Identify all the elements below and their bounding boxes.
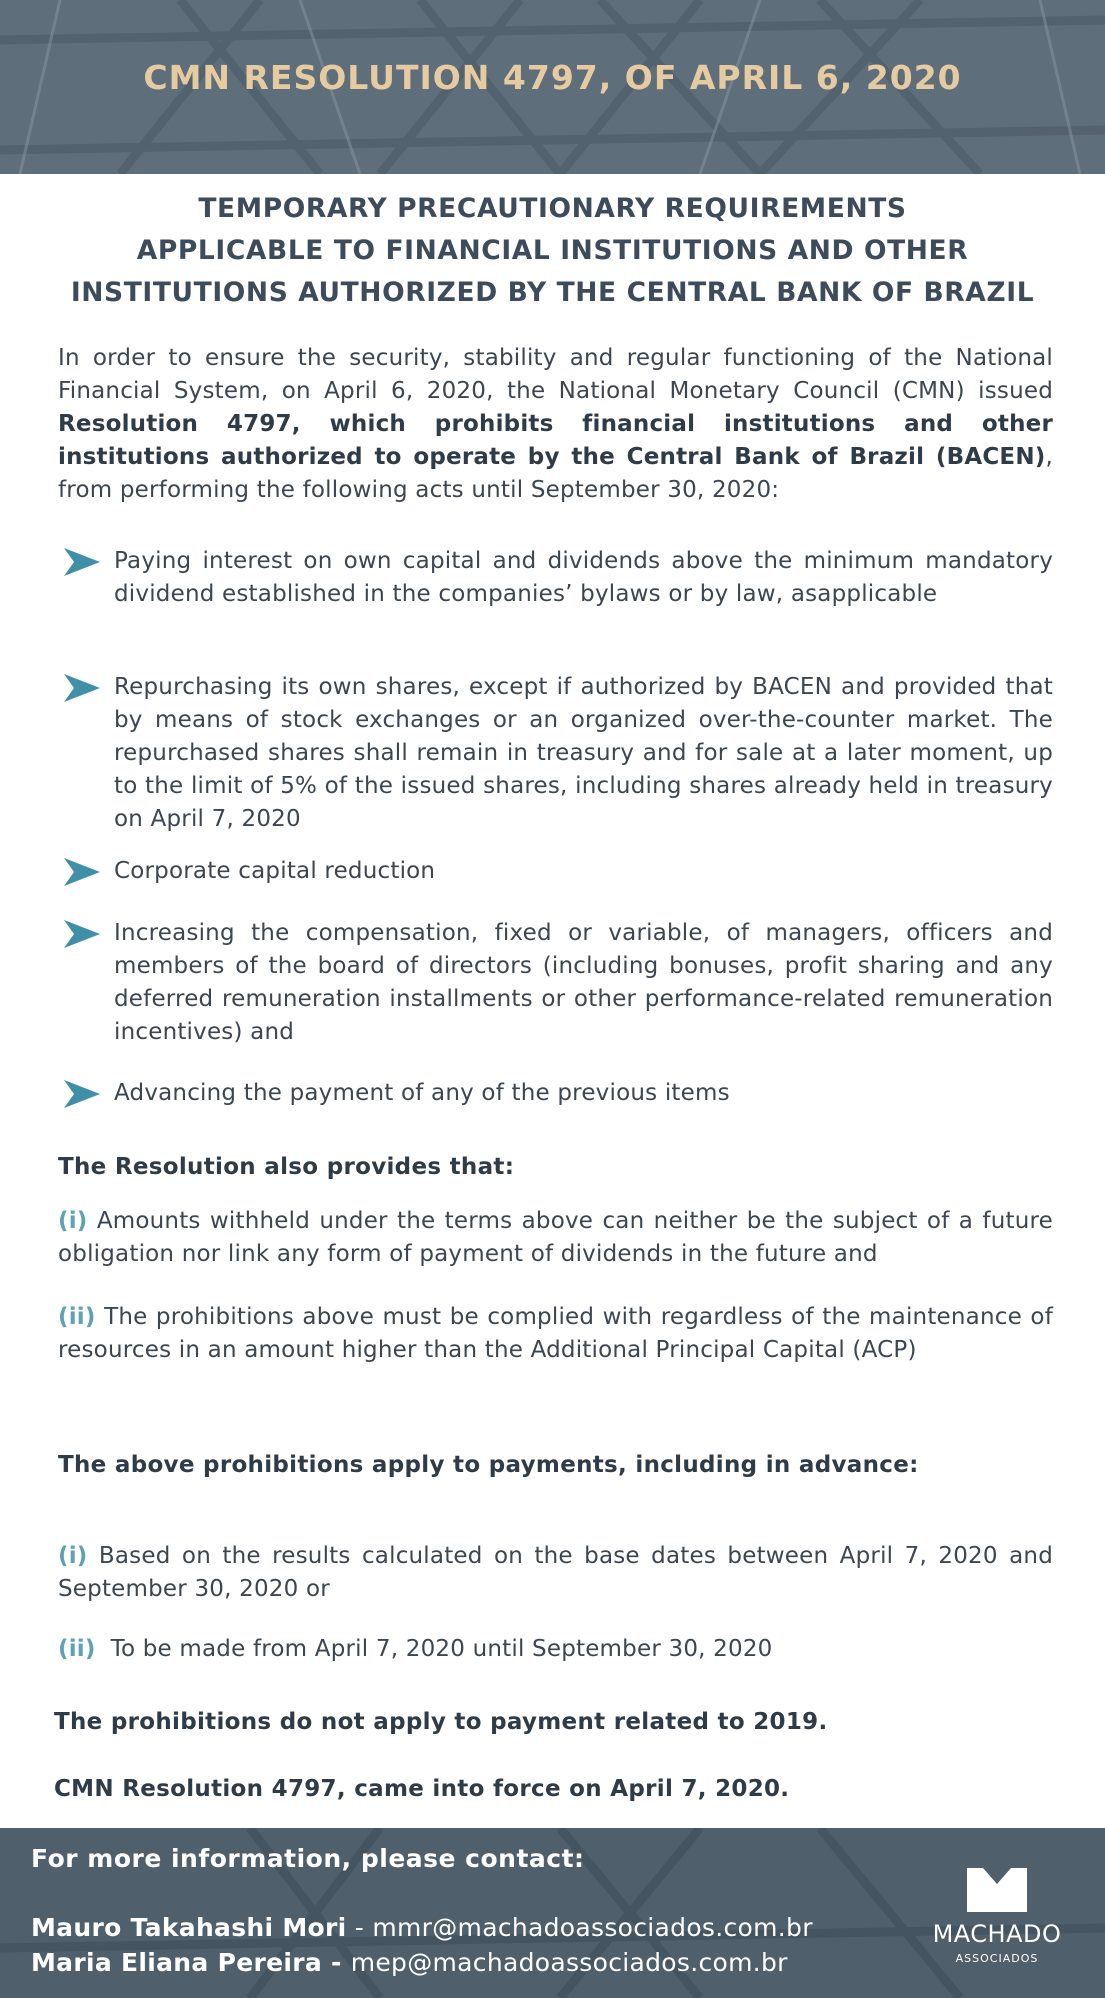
item-number: (i) (58, 1543, 88, 1569)
subtitle (40, 188, 1065, 314)
chevron-arrow-icon (64, 674, 100, 702)
header-banner (0, 0, 1105, 174)
contact-name: Maria Eliana Pereira (31, 1948, 323, 1977)
provision-item (58, 1540, 1053, 1606)
chevron-arrow-icon (64, 548, 100, 576)
contact-heading: For more information, please contact: (31, 1844, 585, 1873)
item-text: To be made from April 7, 2020 until September 30, 2020 (95, 1636, 773, 1662)
machado-logo (922, 1868, 1072, 1978)
contact-separator: - (346, 1913, 373, 1942)
contact-email-link[interactable]: mmr@machadoassociados.com.br (372, 1913, 813, 1942)
chevron-arrow-icon (64, 920, 100, 948)
contact-separator: - (322, 1948, 351, 1977)
provision-item (58, 1205, 1053, 1271)
subtitle-line: APPLICABLE TO FINANCIAL INSTITUTIONS AND OTHER (136, 235, 969, 266)
chevron-arrow-icon (64, 1080, 100, 1108)
document-title: CMN RESOLUTION 4797, OF APRIL 6, 2020 (143, 58, 962, 97)
list-item-text: Advancing the payment of any of the previous items (114, 1080, 730, 1106)
item-text: Amounts withheld under the terms above can neither be the subject of a future obligation nor link any form of payment of dividends in the future and (58, 1208, 1053, 1267)
contact-line (31, 1948, 788, 1977)
chevron-arrow-icon (64, 858, 100, 886)
item-number: (i) (58, 1208, 88, 1234)
list-item-text: Paying interest on own capital and dividends above the minimum mandatory dividend established in the companies’ bylaws or by law, asapplicable (114, 548, 1053, 607)
note-text: The prohibitions do not apply to payment related to 2019. (54, 1709, 828, 1735)
intro-text: In order to ensure the security, stability and regular functioning of the National Financial System, on April 6, 2020, the National Monetary Council (CMN) issued (58, 345, 1053, 404)
logo-name: MACHADO (932, 1920, 1062, 1948)
subtitle-line: INSTITUTIONS AUTHORIZED BY THE CENTRAL BANK OF BRAZIL (70, 277, 1035, 308)
note-text: CMN Resolution 4797, came into force on April 7, 2020. (54, 1776, 790, 1802)
subtitle-line: TEMPORARY PRECAUTIONARY REQUIREMENTS (198, 193, 907, 224)
section-heading: The Resolution also provides that: (58, 1154, 515, 1180)
list-item-text: Repurchasing its own shares, except if authorized by BACEN and provided that by means of stock exchanges or an organized over-the-counter market. The repurchased shares shall remain in treasury and for sale at a later moment, up to the limit of 5% of the issued shares, including shares already held in treasury on April 7, 2020 (114, 674, 1053, 832)
item-number: (ii) (58, 1636, 96, 1662)
provision-item (58, 1633, 1053, 1666)
intro-text: , from performing the following acts until September 30, 2020: (58, 444, 1053, 503)
list-item-text: Increasing the compensation, fixed or variable, of managers, officers and members of the board of directors (including bonuses, profit sharing and any deferred remuneration installments or other performance-related remuneration incentives) and (114, 920, 1053, 1045)
list-item-text: Corporate capital reduction (114, 858, 436, 884)
intro-bold-text: Resolution 4797, which prohibits financial institutions and other institutions authorized to operate by the Central Bank of Brazil (BACEN) (58, 411, 1053, 470)
contact-line (31, 1913, 813, 1942)
contact-name: Mauro Takahashi Mori (31, 1913, 347, 1942)
item-text: The prohibitions above must be complied with regardless of the maintenance of resources in an amount higher than the Additional Principal Capital (ACP) (58, 1304, 1053, 1363)
machado-logo-icon (967, 1868, 1027, 1912)
item-text: Based on the results calculated on the base dates between April 7, 2020 and September 30, 2020 or (58, 1543, 1053, 1602)
footer-banner (0, 1828, 1105, 1998)
contact-email-link[interactable]: mep@machadoassociados.com.br (350, 1948, 788, 1977)
item-number: (ii) (58, 1304, 96, 1330)
logo-subtitle: ASSOCIADOS (955, 1952, 1039, 1965)
intro-paragraph (58, 342, 1053, 507)
section-heading: The above prohibitions apply to payments, including in advance: (58, 1452, 919, 1478)
provision-item (58, 1301, 1053, 1367)
